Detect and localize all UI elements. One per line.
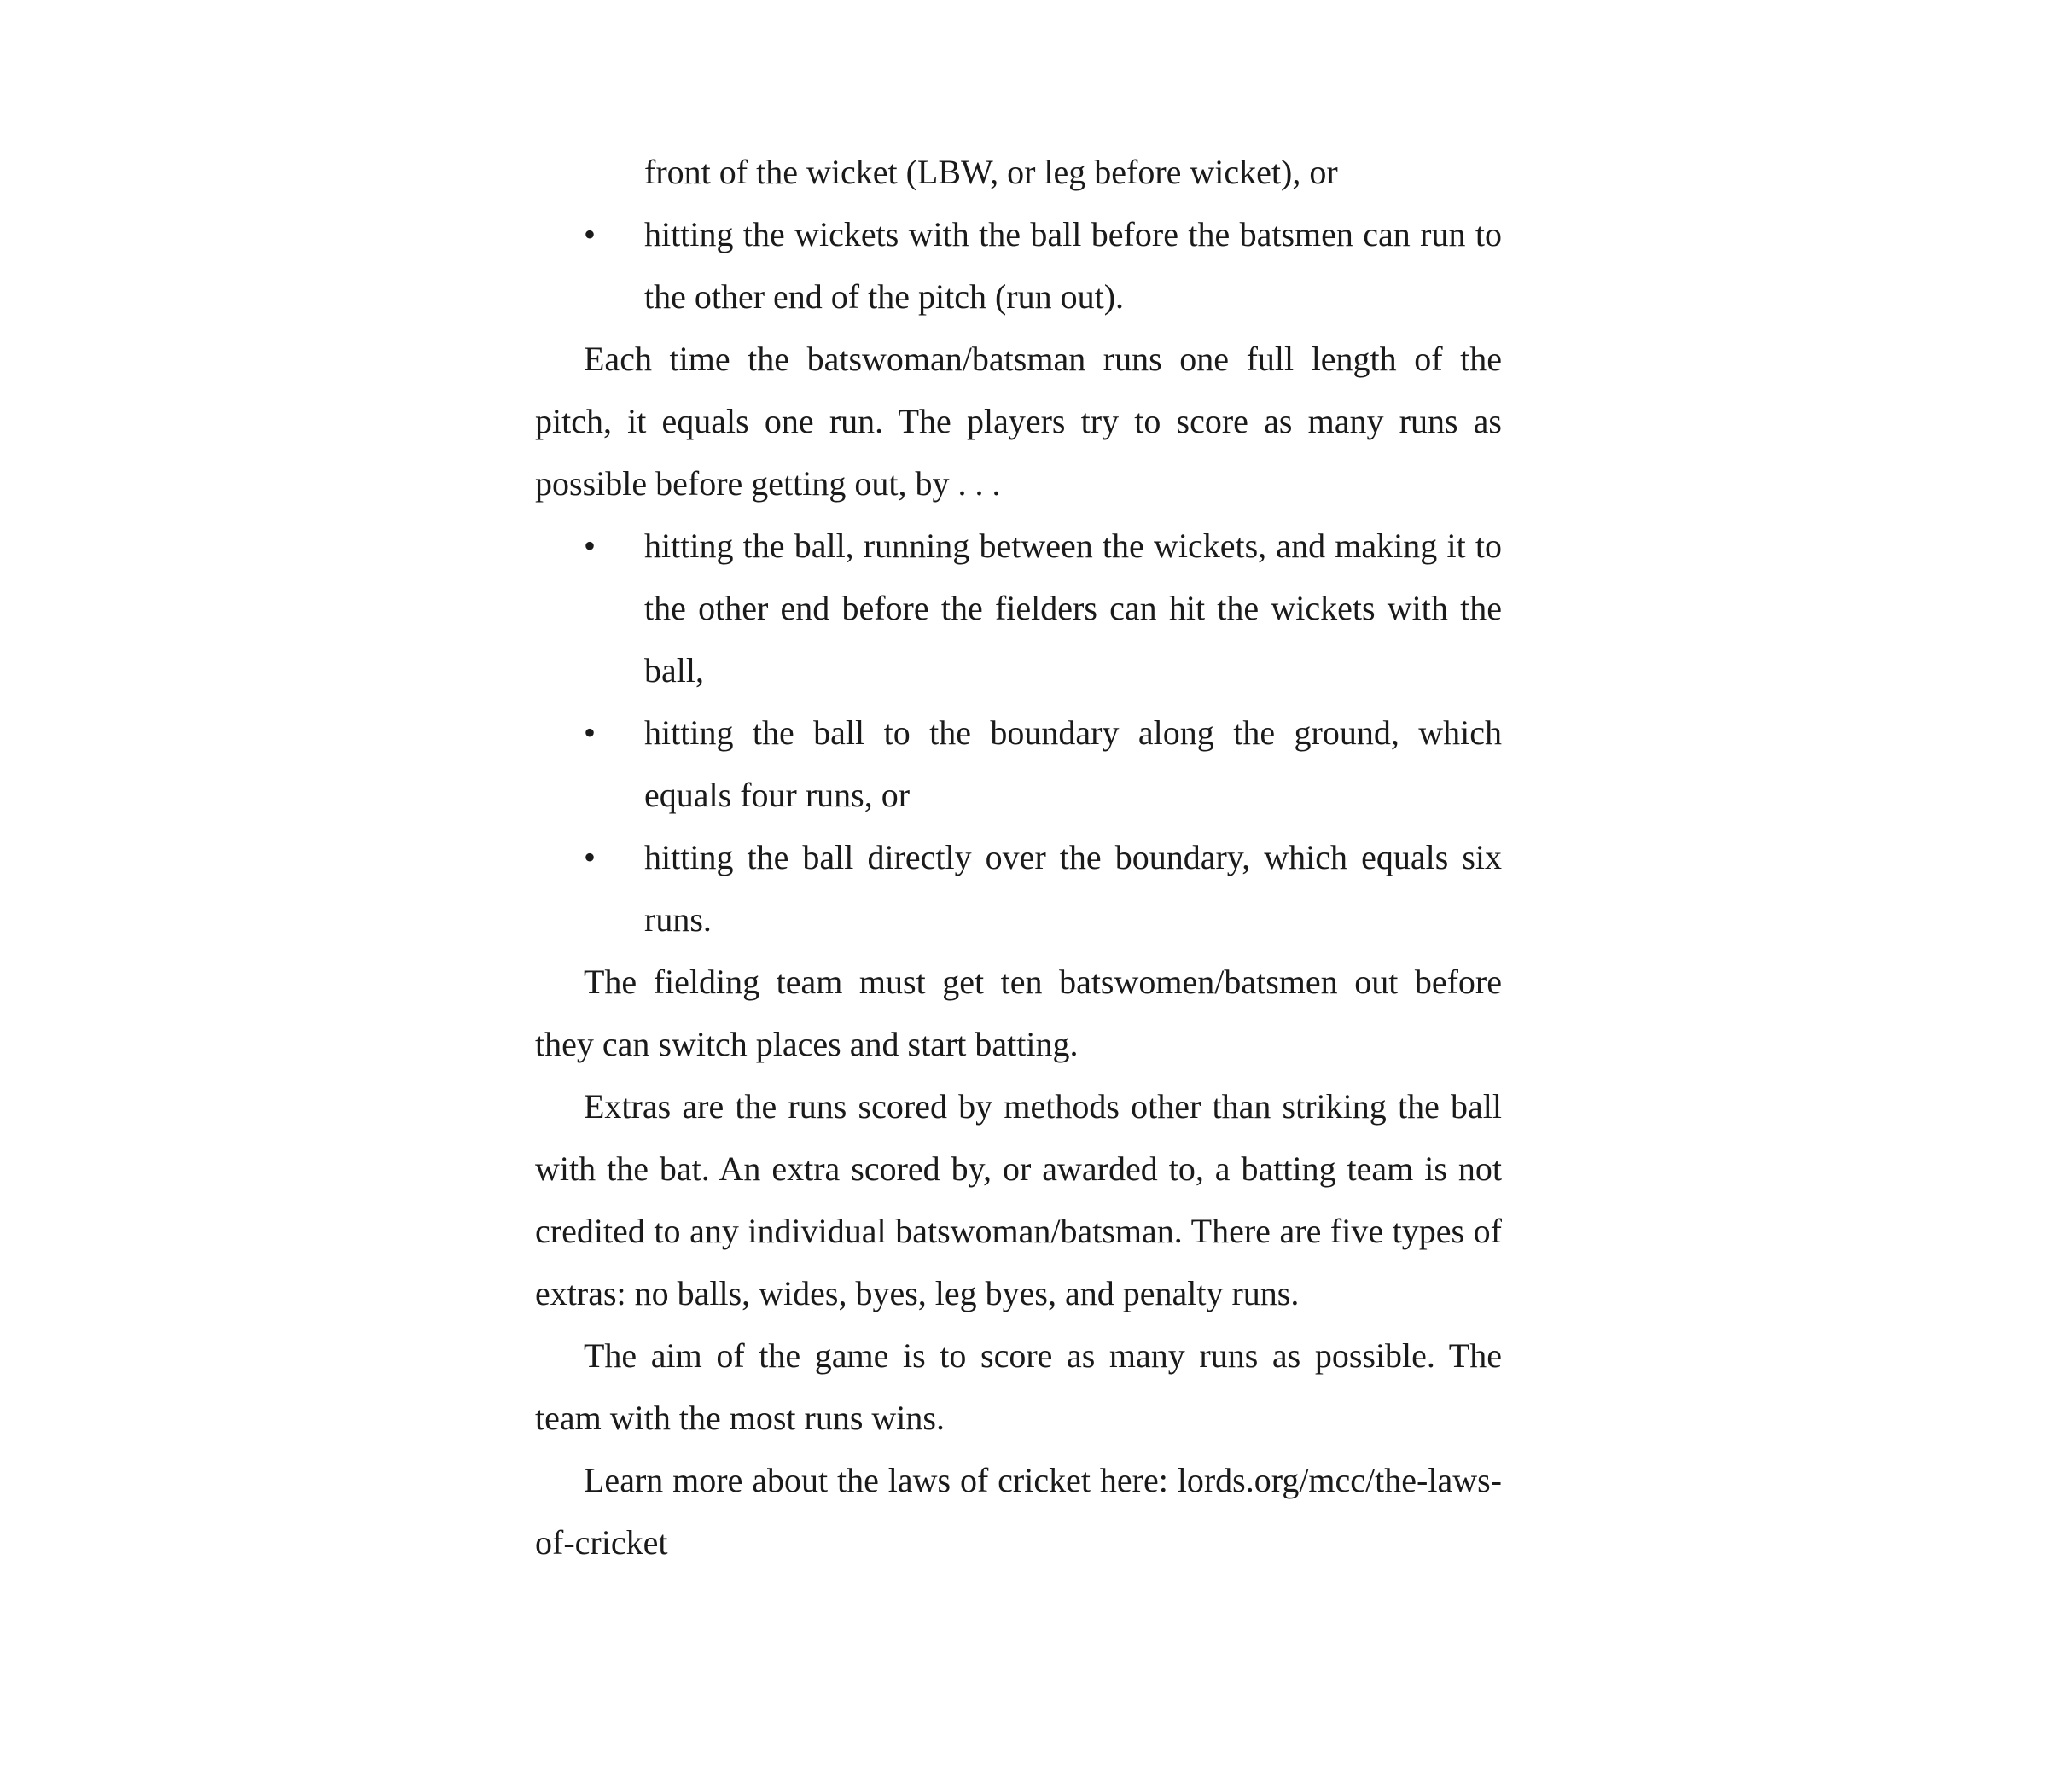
list-item [535,203,1502,328]
bullet-icon: • [584,527,596,565]
list-item-text: hitting the ball to the boundary along the ground, which equals four runs, or [644,713,1502,814]
list-item-text: hitting the ball directly over the boundary, which equals six runs. [644,838,1502,939]
document-page [535,141,1502,1574]
bullet-icon: • [584,713,596,752]
paragraph-runs: Each time the batswoman/batsman runs one full length of the pitch, it equals one run. The players try to score as many runs as possible before getting out, by . . . [535,340,1502,503]
bullet-icon: • [584,215,596,253]
list-item-text: hitting the wickets with the ball before the batsmen can run to the other end of the pitch (run out). [644,215,1502,316]
list-item [535,826,1502,951]
list-item [535,515,1502,701]
list-item [535,701,1502,826]
bullet-list-scoring [535,515,1502,951]
paragraph-aim: The aim of the game is to score as many runs as possible. The team with the most runs wins. [535,1336,1502,1437]
bullet-icon: • [584,838,596,876]
bullet-list-outs [535,203,1502,328]
paragraph-learn-more: Learn more about the laws of cricket here: lords.org/mcc/the-laws-of-cricket [535,1461,1502,1562]
list-item-text: hitting the ball, running between the wickets, and making it to the other end before the fielders can hit the wickets with the ball, [644,527,1502,689]
paragraph-extras: Extras are the runs scored by methods other than striking the ball with the bat. An extra scored by, or awarded to, a batting team is not credited to any individual batswoman/batsman. There are five types of extras: no balls, wides, byes, leg byes, and penalty runs. [535,1087,1502,1312]
continuation-text: front of the wicket (LBW, or leg before wicket), or [644,153,1338,191]
paragraph-fielding: The fielding team must get ten batswomen/batsmen out before they can switch places and start batting. [535,963,1502,1063]
